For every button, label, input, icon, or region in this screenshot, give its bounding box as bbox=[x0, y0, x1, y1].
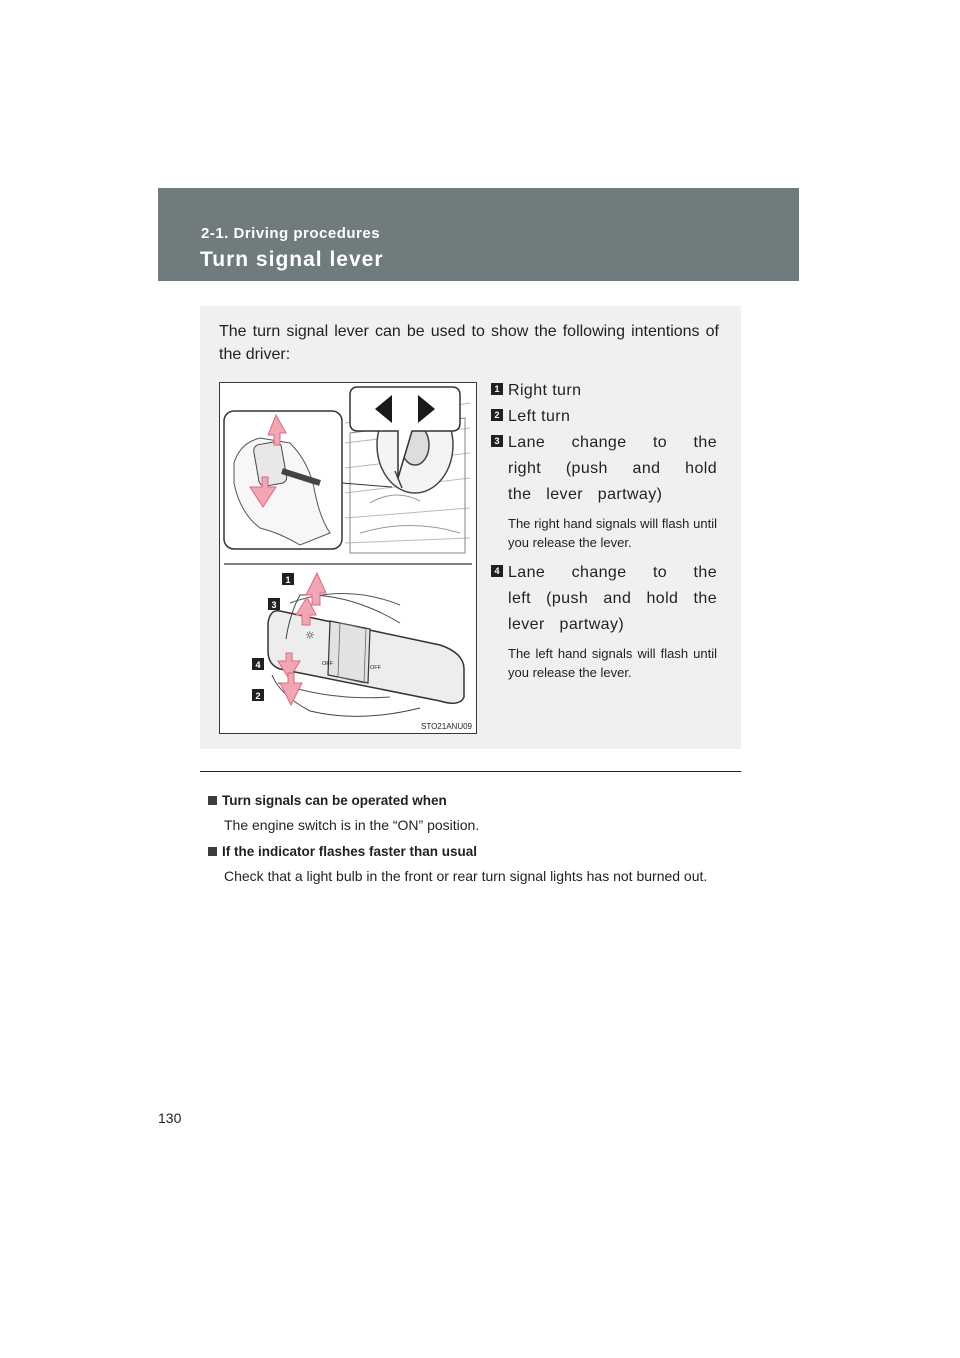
item-note: The left hand signals will flash until you release the lever. bbox=[508, 646, 717, 680]
item-note: The right hand signals will flash until you release the lever. bbox=[508, 516, 717, 550]
item-label: Right turn bbox=[508, 382, 582, 399]
bullet-square-icon bbox=[208, 847, 217, 856]
svg-text:OFF: OFF bbox=[370, 665, 381, 671]
item-label: Lane change to the right (push and hold the lever partway) bbox=[508, 434, 717, 503]
item-number: 3 bbox=[491, 435, 503, 447]
list-item bbox=[491, 560, 717, 638]
note-block bbox=[208, 792, 736, 836]
note-block bbox=[208, 843, 736, 887]
intro-text: The turn signal lever can be used to show the following intentions of the driver: bbox=[219, 323, 719, 363]
note-heading: If the indicator flashes faster than usual bbox=[208, 843, 736, 861]
page-number: 130 bbox=[158, 1110, 182, 1126]
section-label: 2-1. Driving procedures bbox=[201, 225, 381, 242]
illustration-drawing bbox=[220, 383, 476, 733]
item-label: Left turn bbox=[508, 408, 571, 425]
note-body: The engine switch is in the “ON” position. bbox=[224, 817, 480, 833]
lever-closeup bbox=[252, 573, 464, 716]
svg-text:OFF: OFF bbox=[322, 661, 333, 667]
svg-text:4: 4 bbox=[255, 660, 261, 670]
svg-text:3: 3 bbox=[271, 600, 277, 610]
arrow-2-icon bbox=[280, 673, 302, 705]
svg-text:☼: ☼ bbox=[305, 629, 315, 642]
item-label: Lane change to the left (push and hold the lever partway) bbox=[508, 564, 717, 633]
item-number: 4 bbox=[491, 565, 503, 577]
item-number: 1 bbox=[491, 383, 503, 395]
section-header bbox=[158, 188, 799, 281]
note-body: Check that a light bulb in the front or rear turn signal lights has not burned out. bbox=[224, 868, 708, 884]
list-item bbox=[491, 404, 717, 430]
svg-text:1: 1 bbox=[285, 575, 291, 585]
signal-options-list bbox=[491, 378, 717, 690]
illustration-code: STO21ANU09 bbox=[421, 722, 472, 731]
list-item bbox=[491, 430, 717, 508]
item-number: 2 bbox=[491, 409, 503, 421]
note-heading: Turn signals can be operated when bbox=[208, 792, 736, 810]
info-panel bbox=[200, 306, 741, 749]
page-title: Turn signal lever bbox=[200, 248, 384, 271]
list-item bbox=[491, 378, 717, 404]
svg-text:2: 2 bbox=[255, 691, 261, 701]
bullet-square-icon bbox=[208, 796, 217, 805]
divider bbox=[200, 771, 741, 772]
turn-signal-illustration bbox=[219, 382, 477, 734]
